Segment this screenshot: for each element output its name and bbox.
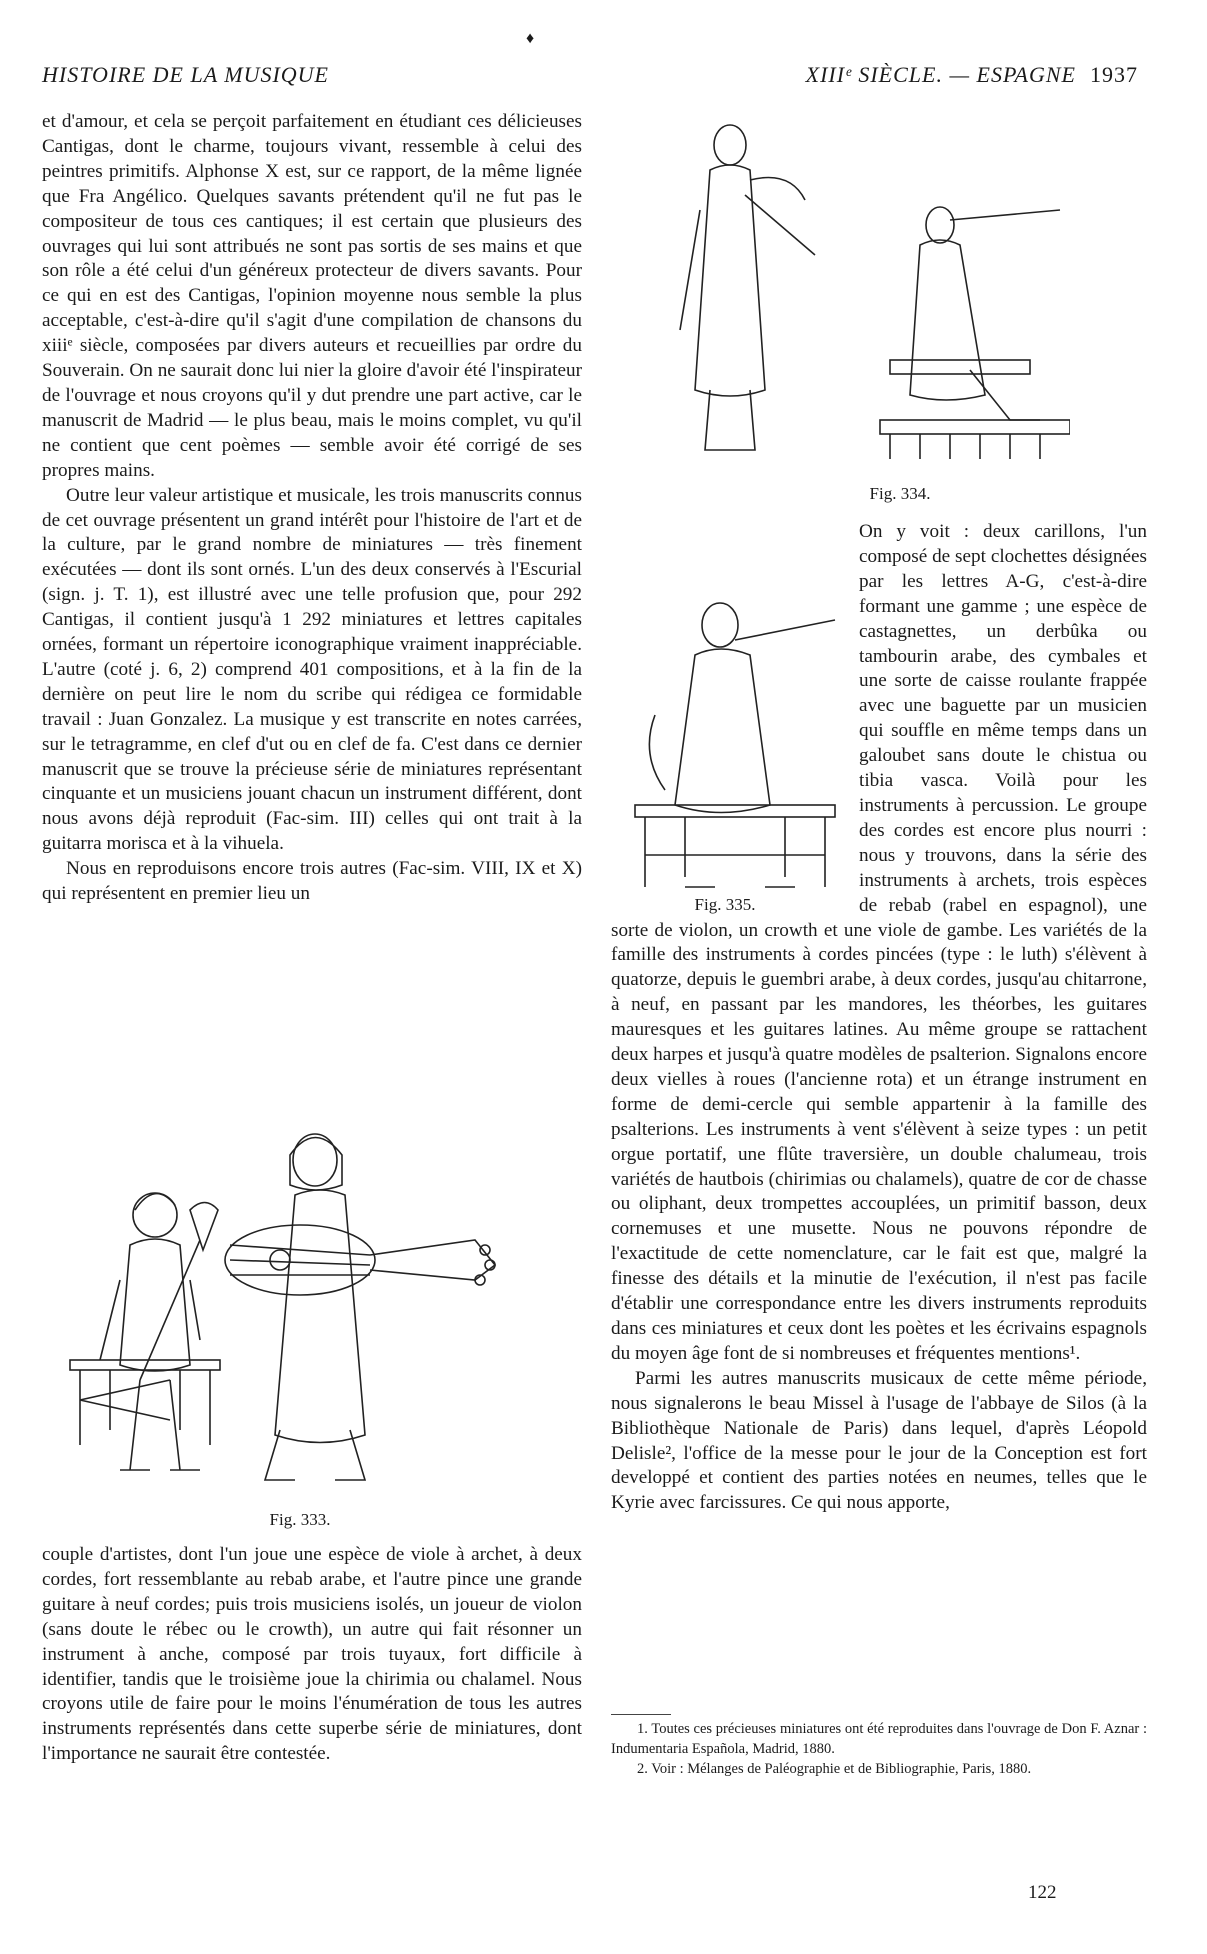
header-page-number: 1937 xyxy=(1090,62,1138,87)
figure-335-caption: Fig. 335. xyxy=(694,895,756,914)
figure-335-illustration xyxy=(625,595,855,895)
left-column-top xyxy=(42,110,582,907)
footnote-rule xyxy=(611,1714,671,1715)
footnotes xyxy=(611,1714,1147,1779)
left-paragraph-3: Nous en reproduisons encore trois autres (Fac-sim. VIII, IX et X) qui représentent en premier lieu un xyxy=(42,858,582,905)
folio-number: 122 xyxy=(1028,1882,1057,1903)
figure-334-illustration xyxy=(650,120,1070,480)
left-paragraph-4: couple d'artistes, dont l'un joue une espèce de viole à archet, à deux cordes, fort ressemblante au rebab arabe, et l'autre pince une grande guitare à neuf cordes; puis trois musiciens isolés, un joueur de violon (sans doute le rébec ou le crowth), un autre qui fait résonner un instrument à anche, composé par trois tuyaux, fort difficile à identifier, tandis que le troisième joue la chirimia ou chalamel. Nous croyons utile de faire pour le moins l'énumération de tous les autres instruments représentés dans cette superbe série de miniatures, dont l'importance ne saurait être contestée. xyxy=(42,1544,582,1765)
right-paragraph-2: Parmi les autres manuscrits musicaux de cette même période, nous signalerons le beau Missel à l'usage de l'abbaye de Silos (à la Bibliothèque Nationale de Paris) dans lequel, d'après Léopold Delisle², l'office de la messe pour le jour de la Conception est fort developpé et contient des parties notées en neumes, telles que le Kyrie avec farcissures. Ce qui nous apporte, xyxy=(611,1367,1147,1514)
right-paragraph-1: On y voit : deux carillons, l'un composé de sept clochettes désignées par les lettres A-G, c'est-à-dire formant une gamme ; une espèce de castagnettes, un derbûka ou tambourin arabe, des cymbales et une sorte de caisse roulante frappée avec une baguette par un musicien qui souffle en même temps dans un galoubet sans doute le chistua ou tibia vasca. Voilà pour les instruments à percussion. Le groupe des cordes est encore plus nourri : nous y trouvons, dans la série des instruments à archets, trois espèces de rebab (rabel en espagnol), une sorte de violon, un crowth et une viole de gambe. Les variétés de la famille des instruments à cordes pincées (type : le luth) s'élèvent à quatorze, depuis le guembri arabe, à deux cordes, jusqu'au chitarrone, à neuf, en passant par les mandores, les théorbes, les guitares mauresques et les guitares latines. Au même groupe se rattachent deux harpes et jusqu'à quatre modèles de psalterion. Signalons encore deux vielles à roues (l'ancienne rota) et un étrange instrument en forme de demi-cercle qui semble appartenir à la famille des psalterions. Les instruments à vent s'élèvent à seize types : un petit orgue portatif, une flûte traversière, un double chalumeau, trois variétés de hautbois (chirimias ou chalamels), quatre de cor de chasse ou oliphant, deux trompettes accouplées, un primitif basson, deux cornemuses et une musette. Nous ne pouvons répondre de l'exactitude de cette nomenclature, car le fait est que, malgré la finesse des détails et la minutie de l'exécution, il n'est pas facile d'établir une correspondance entre les divers instruments reproduits dans ces miniatures et ceux dont les poètes et les écrivains espagnols du moyen âge font de si nombreuses et fréquentes mentions¹. xyxy=(611,521,1147,1364)
left-paragraph-1: et d'amour, et cela se perçoit parfaitement en étudiant ces délicieuses Cantigas, dont le charme, toujours vivant, ressemble à celui des peintres primitifs. Alphonse X est, sur ce rapport, de la même lignée que Fra Angélico. Quelques savants prétendent qu'il ne fut pas le compositeur de tous ces cantiques; il est certain que plusieurs des ouvrages qui lui sont attribués ne sont pas sortis de ses mains et que son rôle a été celui d'un généreux protecteur de divers savants. Pour ce qui en est des Cantigas, l'opinion moyenne nous semble la plus acceptable, c'est-à-dire qu'il s'agit d'une compilation de chansons du xiiiᵉ siècle, composées par divers auteurs et recueillies par ordre du Souverain. On ne saurait donc lui nier la gloire d'avoir été l'inspirateur de l'ouvrage et nous croyons qu'il y dut prendre une part active, car le manuscrit de Madrid — le plus beau, mais le moins complet, vu qu'il ne contient que cent poèmes — semble avoir été corrigé de ses propres mains. xyxy=(42,111,582,481)
header-left-title: HISTOIRE DE LA MUSIQUE xyxy=(42,62,329,87)
figure-333-caption: Fig. 333. xyxy=(269,1510,331,1529)
running-header xyxy=(42,62,1138,96)
header-right-title: XIIIᵉ SIÈCLE. — ESPAGNE xyxy=(805,62,1076,87)
header-right xyxy=(806,62,1138,88)
left-column-bottom xyxy=(42,1543,582,1767)
figure-334-caption: Fig. 334. xyxy=(869,484,931,503)
top-ornament: ♦ xyxy=(526,30,535,47)
left-paragraph-2: Outre leur valeur artistique et musicale, les trois manuscrits connus de cet ouvrage présentent un grand intérêt pour l'histoire de l'art et de la culture, par le grand nombre de miniatures — très finement exécutées — dont ils sont ornés. L'un des deux conservés à l'Escurial (sign. j. T. 1), est illustré avec une telle profusion que, pour 292 Cantigas, il contient jusqu'à 1 292 miniatures et lettres capitales ornées, formant un répertoire iconographique vraiment inappréciable. L'autre (coté j. 6, 2) comprend 401 compositions, et à la fin de la dernière on peut lire le nom du scribe qui rédigea ce formidable travail : Juan Gonzalez. La musique y est transcrite en notes carrées, sur le tetragramme, en clef d'ut ou en clef de fa. C'est dans ce dernier manuscrit que se trouve la précieuse série de miniatures représentant cinquante et un musiciens jouant chacun un instrument différent, dont nous avons déjà reproduit (Fac-sim. III) celles qui ont trait à la guitarra morisca et à la vihuela. xyxy=(42,484,582,855)
footnote-2: 2. Voir : Mélanges de Paléographie et de Bibliographie, Paris, 1880. xyxy=(637,1761,1032,1777)
footnote-1: 1. Toutes ces précieuses miniatures ont été reproduites dans l'ouvrage de Don F. Aznar : Indumentaria Española, Madrid, 1880. xyxy=(611,1721,1147,1757)
figure-333-illustration xyxy=(50,1120,570,1505)
